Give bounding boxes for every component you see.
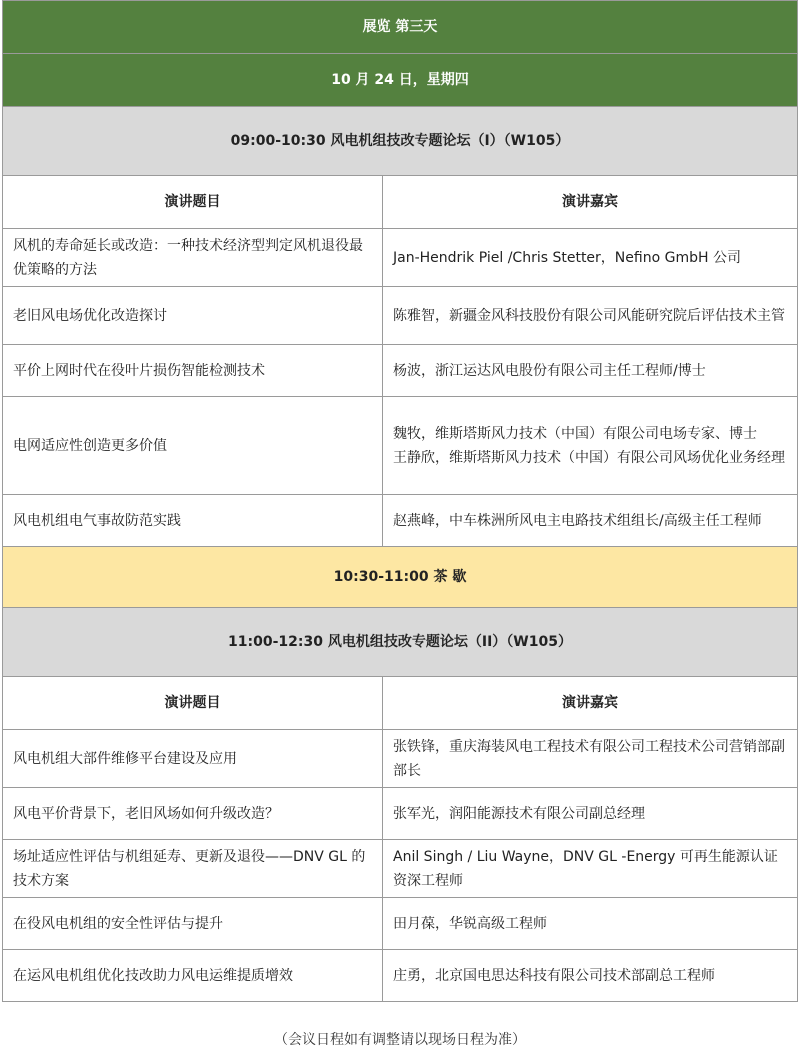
column-header-row: [3, 176, 798, 229]
talk-topic: 风电机组电气事故防范实践: [3, 495, 383, 547]
table-row: [3, 840, 798, 898]
schedule-footnote: （会议日程如有调整请以现场日程为准）: [274, 1032, 526, 1048]
column-speaker: 演讲嘉宾: [383, 677, 798, 730]
header-title-row: [3, 1, 798, 54]
talk-speaker: 庄勇，北京国电思达科技有限公司技术部副总工程师: [383, 950, 798, 1002]
talk-topic: 电网适应性创造更多价值: [3, 397, 383, 495]
column-topic: 演讲题目: [3, 176, 383, 229]
schedule-table: [2, 0, 798, 1002]
column-header-row: [3, 677, 798, 730]
talk-speaker: 杨波，浙江运达风电股份有限公司主任工程师/博士: [383, 345, 798, 397]
talk-speaker: 张铁锋，重庆海装风电工程技术有限公司工程技术公司营销部副部长: [383, 730, 798, 788]
page-title: 展览 第三天: [3, 1, 798, 54]
talk-speaker: 赵燕峰，中车株洲所风电主电路技术组组长/高级主任工程师: [383, 495, 798, 547]
table-row: [3, 229, 798, 287]
table-row: [3, 397, 798, 495]
session-title: 11:00-12:30 风电机组技改专题论坛（II）（W105）: [3, 608, 798, 677]
talk-speakers: [383, 397, 798, 495]
header-date-row: [3, 54, 798, 107]
talk-speaker: Jan-Hendrik Piel /Chris Stetter，Nefino GmbH 公司: [383, 229, 798, 287]
table-row: [3, 898, 798, 950]
table-row: [3, 287, 798, 345]
talk-topic: 风机的寿命延长或改造：一种技术经济型判定风机退役最优策略的方法: [3, 229, 383, 287]
talk-speaker: 魏牧，维斯塔斯风力技术（中国）有限公司电场专家、博士: [393, 425, 757, 442]
page-date: 10 月 24 日，星期四: [3, 54, 798, 107]
talk-topic: 在运风电机组优化技改助力风电运维提质增效: [3, 950, 383, 1002]
talk-topic: 风电机组大部件维修平台建设及应用: [3, 730, 383, 788]
talk-topic: 场址适应性评估与机组延寿、更新及退役——DNV GL 的技术方案: [3, 840, 383, 898]
tea-break: 10:30-11:00 茶 歇: [3, 547, 798, 608]
tea-break-row: [3, 547, 798, 608]
table-row: [3, 950, 798, 1002]
table-row: [3, 495, 798, 547]
session-1-header: [3, 107, 798, 176]
table-row: [3, 788, 798, 840]
talk-speaker: 田月葆，华锐高级工程师: [383, 898, 798, 950]
talk-speaker: 陈雅智，新疆金风科技股份有限公司风能研究院后评估技术主管: [383, 287, 798, 345]
session-title: 09:00-10:30 风电机组技改专题论坛（I）（W105）: [3, 107, 798, 176]
talk-speaker: 张军光，润阳能源技术有限公司副总经理: [383, 788, 798, 840]
talk-speaker: 王静欣，维斯塔斯风力技术（中国）有限公司风场优化业务经理: [393, 449, 785, 466]
column-topic: 演讲题目: [3, 677, 383, 730]
session-2-header: [3, 608, 798, 677]
talk-speaker: Anil Singh / Liu Wayne，DNV GL -Energy 可再生能源认证资深工程师: [383, 840, 798, 898]
talk-topic: 老旧风电场优化改造探讨: [3, 287, 383, 345]
talk-topic: 平价上网时代在役叶片损伤智能检测技术: [3, 345, 383, 397]
table-row: [3, 345, 798, 397]
column-speaker: 演讲嘉宾: [383, 176, 798, 229]
talk-topic: 在役风电机组的安全性评估与提升: [3, 898, 383, 950]
talk-topic: 风电平价背景下，老旧风场如何升级改造？: [3, 788, 383, 840]
table-row: [3, 730, 798, 788]
